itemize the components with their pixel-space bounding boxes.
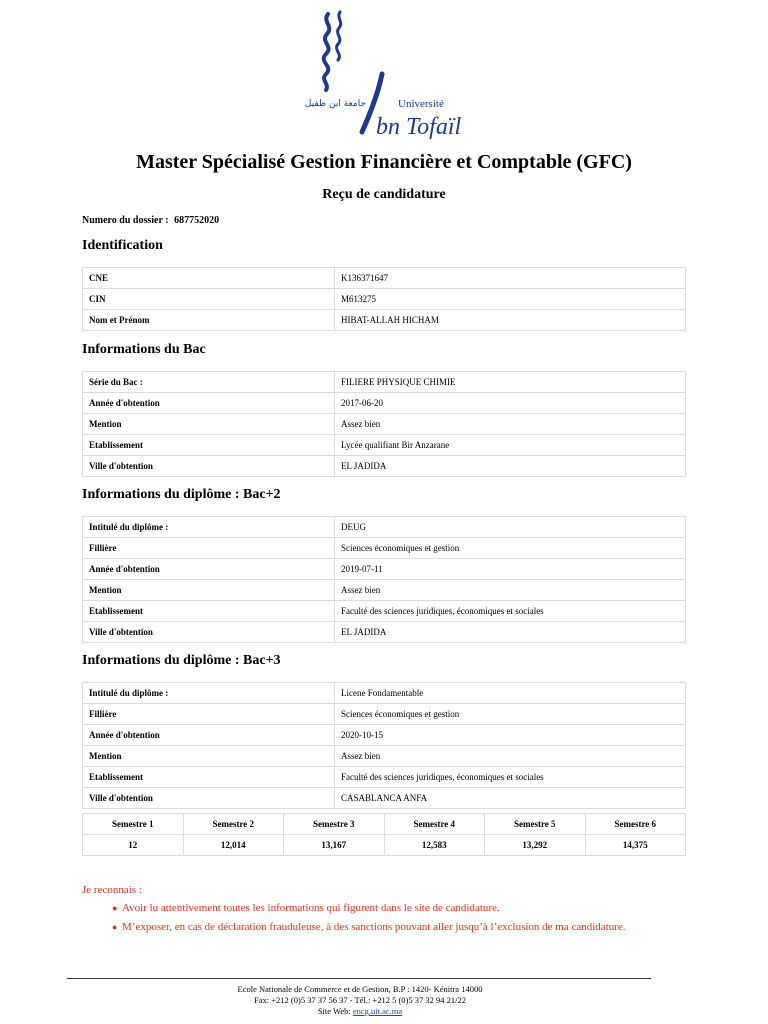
table-row <box>83 683 686 704</box>
row-value: 2020-10-15 <box>335 725 686 746</box>
row-label: Ville d'obtention <box>83 788 335 809</box>
row-value: M613275 <box>335 289 686 310</box>
row-label: Année d'obtention <box>83 393 335 414</box>
section-bac2-title: Informations du diplôme : Bac+2 <box>82 487 281 502</box>
table-row <box>83 456 686 477</box>
row-label: Etablissement <box>83 601 335 622</box>
row-value: Sciences économiques et gestion <box>335 538 686 559</box>
university-logo-icon <box>300 4 470 144</box>
logo-university-text: Université <box>398 98 444 110</box>
semester-header: Semestre 3 <box>284 814 385 835</box>
row-value: FILIERE PHYSIQUE CHIMIE <box>335 372 686 393</box>
row-value: CASABLANCA ANFA <box>335 788 686 809</box>
row-label: Mention <box>83 414 335 435</box>
semester-value: 13,292 <box>485 835 586 856</box>
table-row <box>83 435 686 456</box>
table-row <box>83 310 686 331</box>
row-label: Mention <box>83 580 335 601</box>
dossier-label: Numero du dossier : <box>82 215 169 226</box>
logo-brand-text: bn Tofaïl <box>376 114 462 140</box>
declaration-intro: Je reconnais : <box>82 884 142 896</box>
bac2-table <box>82 516 686 643</box>
row-value: Lycée qualifiant Bir Anzarane <box>335 435 686 456</box>
footer-site-link[interactable]: encg.uit.ac.ma <box>352 1006 403 1016</box>
semester-value: 13,167 <box>284 835 385 856</box>
row-value: Sciences économiques et gestion <box>335 704 686 725</box>
row-value: Assez bien <box>335 414 686 435</box>
table-row <box>83 767 686 788</box>
table-row <box>83 788 686 809</box>
row-label: Intitulé du diplôme : <box>83 683 335 704</box>
row-value: DEUG <box>335 517 686 538</box>
row-label: Etablissement <box>83 435 335 456</box>
identification-table <box>82 267 686 331</box>
table-row <box>83 372 686 393</box>
semester-header: Semestre 4 <box>384 814 485 835</box>
row-label: Mention <box>83 746 335 767</box>
table-row <box>83 704 686 725</box>
dossier-number <box>82 215 219 226</box>
section-identification-title: Identification <box>82 238 163 253</box>
semester-header-row <box>83 814 686 835</box>
semester-header: Semestre 2 <box>183 814 284 835</box>
table-row <box>83 746 686 767</box>
footer-contact: Fax: +212 (0)5 37 37 56 37 - Tél.: +212 5 (0)5 37 32 94 21/22 <box>254 995 466 1005</box>
row-label: Année d'obtention <box>83 725 335 746</box>
row-label: Ville d'obtention <box>83 456 335 477</box>
bullet-icon: ● <box>112 922 118 932</box>
declaration-list <box>82 899 626 937</box>
table-row <box>83 538 686 559</box>
declaration-text: M’exposer, en cas de déclaration frauduleuse, à des sanctions pouvant aller jusqu’à l’exclusion de ma candidature. <box>122 921 626 933</box>
footer-divider <box>67 978 651 979</box>
semester-value: 12,014 <box>183 835 284 856</box>
table-row <box>83 268 686 289</box>
row-label: CIN <box>83 289 335 310</box>
row-value: 2017-06-20 <box>335 393 686 414</box>
row-value: EL JADIDA <box>335 622 686 643</box>
footer-address: Ecole Nationale de Commerce et de Gestion, B.P : 1420- Kénitra 14000 <box>237 984 483 994</box>
row-value: HIBAT-ALLAH HICHAM <box>335 310 686 331</box>
row-value: Assez bien <box>335 580 686 601</box>
list-item <box>112 918 626 937</box>
row-label: Fillière <box>83 704 335 725</box>
footer-site-label: Site Web: <box>317 1006 351 1016</box>
semester-header: Semestre 6 <box>585 814 686 835</box>
row-value: K136371647 <box>335 268 686 289</box>
table-row <box>83 622 686 643</box>
footer <box>0 984 720 1017</box>
table-row <box>83 580 686 601</box>
bullet-icon: ● <box>112 903 118 913</box>
semester-value: 14,375 <box>585 835 686 856</box>
page-subtitle: Reçu de candidature <box>322 187 446 202</box>
bac-table <box>82 371 686 477</box>
row-label: Année d'obtention <box>83 559 335 580</box>
list-item <box>112 899 626 918</box>
table-row <box>83 289 686 310</box>
table-row <box>83 559 686 580</box>
page-title: Master Spécialisé Gestion Financière et Comptable (GFC) <box>136 151 632 173</box>
row-value: Faculté des sciences juridiques, économiques et sociales <box>335 767 686 788</box>
semester-value: 12 <box>83 835 184 856</box>
row-label: Etablissement <box>83 767 335 788</box>
section-bac-title: Informations du Bac <box>82 342 206 357</box>
row-label: Intitulé du diplôme : <box>83 517 335 538</box>
row-value: 2019-07-11 <box>335 559 686 580</box>
semester-value-row <box>83 835 686 856</box>
row-value: Assez bien <box>335 746 686 767</box>
row-value: Licene Fondamentable <box>335 683 686 704</box>
table-row <box>83 393 686 414</box>
footer-site <box>0 1006 720 1017</box>
row-label: Fillière <box>83 538 335 559</box>
bac3-table <box>82 682 686 809</box>
row-label: CNE <box>83 268 335 289</box>
semester-header: Semestre 5 <box>485 814 586 835</box>
table-row <box>83 414 686 435</box>
row-label: Ville d'obtention <box>83 622 335 643</box>
semesters-table <box>82 813 686 856</box>
semester-value: 12,583 <box>384 835 485 856</box>
table-row <box>83 725 686 746</box>
table-row <box>83 517 686 538</box>
row-value: EL JADIDA <box>335 456 686 477</box>
university-logo <box>300 4 470 144</box>
declaration-text: Avoir lu attentivement toutes les informations qui figurent dans le site de candidature. <box>122 902 500 914</box>
logo-arabic-text: جامعة ابن طفيل <box>304 99 366 109</box>
row-value: Faculté des sciences juridiques, économiques et sociales <box>335 601 686 622</box>
semester-header: Semestre 1 <box>83 814 184 835</box>
dossier-value: 687752020 <box>174 215 220 226</box>
table-row <box>83 601 686 622</box>
row-label: Nom et Prénom <box>83 310 335 331</box>
section-bac3-title: Informations du diplôme : Bac+3 <box>82 653 281 668</box>
row-label: Série du Bac : <box>83 372 335 393</box>
declaration <box>82 884 626 937</box>
